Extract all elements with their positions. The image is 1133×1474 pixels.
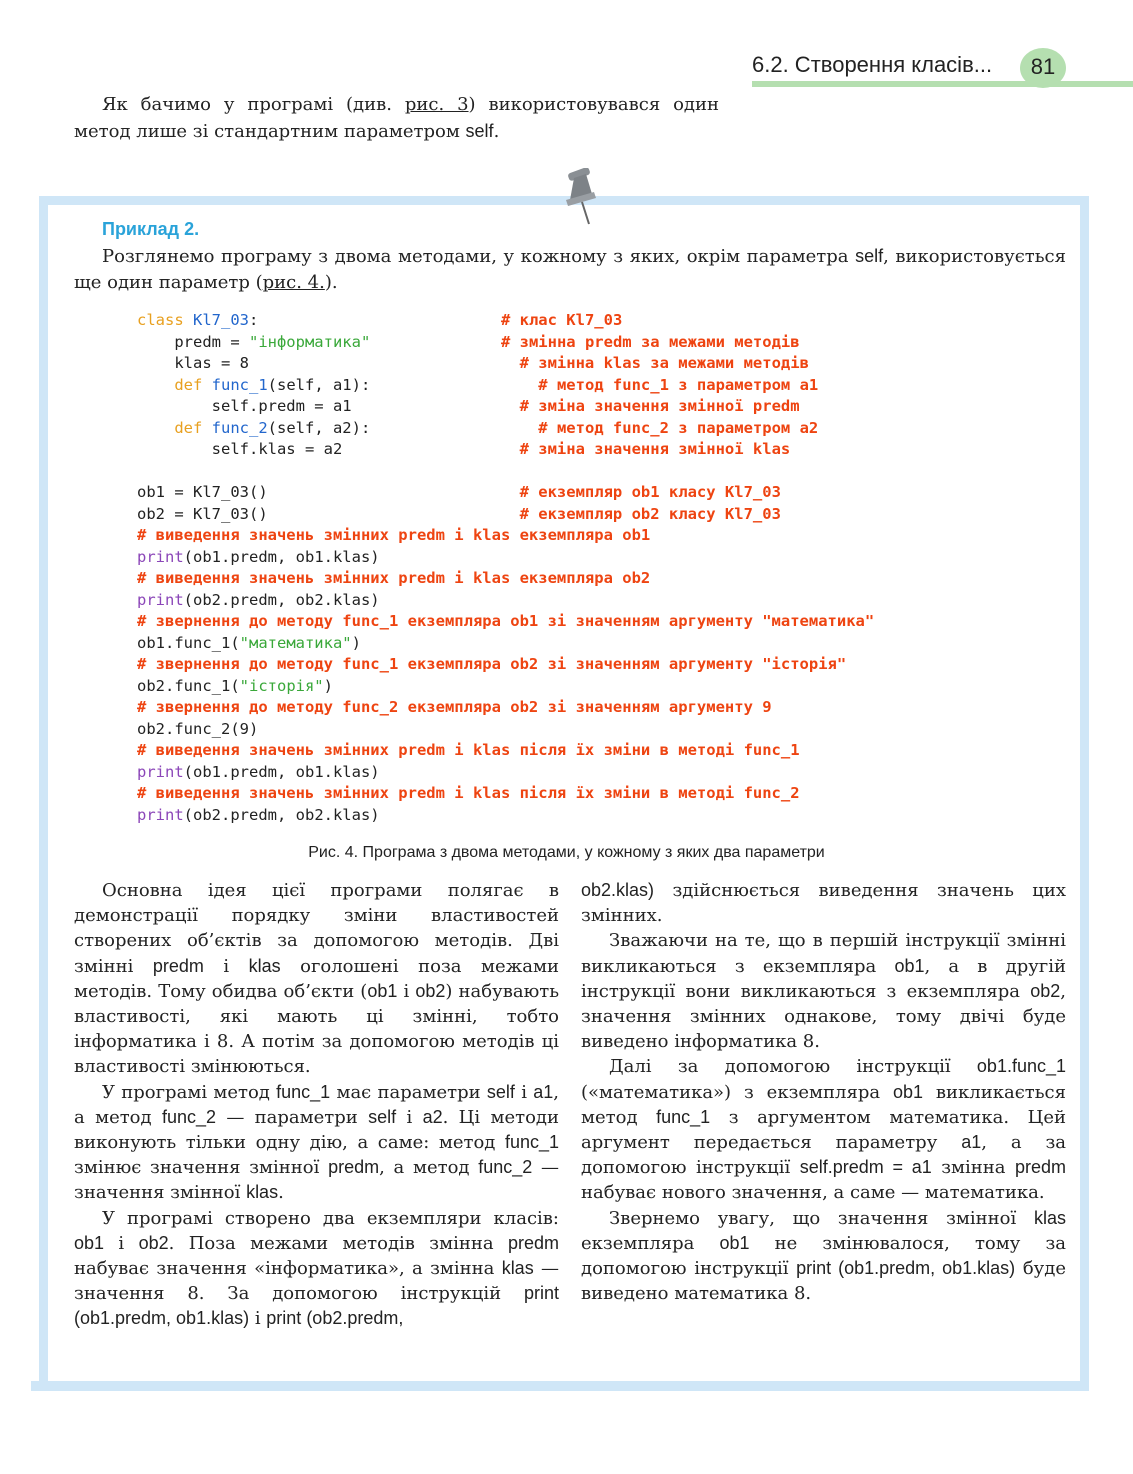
text-run: і [396,1106,423,1128]
code-line [137,310,1067,332]
code-line [137,504,1067,526]
text-run: self [368,1106,397,1127]
text-run: оголошені поза межами методів. Тому обидва об’єкти ( [74,955,559,1002]
text-run: ob1 [367,980,398,1001]
code-token: ob1.func_1( [137,633,240,652]
text-run: . [493,121,500,142]
code-token: # зміна значення змінної klas [519,440,791,458]
text-run: і [203,955,249,977]
left-column [74,878,559,1332]
code-token: (ob1.predm, ob1.klas) [183,762,380,781]
code-line [137,547,1067,569]
text-run: , значення змінних однакове, тому двічі буде виведено інформатика 8. [581,980,1066,1053]
text-run: Як бачимо у програмі (див. [102,94,405,115]
code-line [137,805,1067,827]
code-token: func_2 [211,418,268,437]
text-run: — значення 8. За допомогою інструкцій [74,1258,559,1305]
code-token: (ob1.predm, ob1.klas) [183,547,380,566]
code-token: "математика" [239,633,352,652]
text-run: klas [501,1258,534,1279]
text-run: . Поза межами методів змінна [168,1232,508,1254]
header-rule [752,81,1133,87]
code-token: class [137,311,193,329]
code-token: ) [351,633,361,652]
code-line [137,375,1067,397]
body-paragraph [74,1080,559,1206]
text-run: Розглянемо програму з двома методами, у кожному з яких, окрім параметра [102,246,856,267]
code-token: ob1 = Kl7_03() [137,483,520,501]
code-line [137,783,1067,805]
code-line [137,418,1067,440]
text-run: self [855,246,884,266]
text-run: екземпляра [581,1232,720,1254]
text-run: func_1 [276,1081,331,1102]
page-number: 81 [1020,48,1066,88]
code-token: klas = 8 [137,354,520,372]
code-token: ob2 = Kl7_03() [137,504,520,523]
example-title: Приклад 2. [102,219,200,239]
text-run: a1 [961,1132,982,1153]
text-run: ob1 [719,1232,750,1253]
text-run: func_2 [478,1157,533,1178]
text-run: func_1 [504,1132,559,1153]
code-token: # звернення до методу func_2 екземпляра ob2 зі значенням аргументу 9 [137,698,772,716]
code-line [137,654,1067,676]
text-run: , використовується ще один параметр ( [74,246,1066,293]
code-line [137,353,1067,375]
right-column [581,878,1066,1306]
text-run: predm [1014,1157,1066,1178]
code-token: # зміна значення змінної predm [519,397,800,415]
code-token: print [137,590,184,609]
text-run: , а метод [74,1081,559,1128]
code-token: # звернення до методу func_1 екземпляра ob1 зі значенням аргументу "математика" [137,612,875,630]
code-token: # змінна klas за межами методів [519,354,809,372]
text-run: self.predm = a1 [799,1157,932,1178]
text-run: , а в другій інструкції вони викликаються з екземпляра [581,955,1066,1002]
code-line [137,590,1067,612]
text-run: має параметри [330,1081,487,1103]
text-run: змінює значення змінної [74,1157,329,1179]
intro-paragraph [74,92,719,145]
text-run: набуває нового значення, а саме — математика. [581,1182,1045,1204]
code-token: # клас Kl7_03 [500,311,623,329]
code-token: Kl7_03 [193,311,249,329]
code-token: # метод func_2 з параметром a2 [538,418,819,437]
text-run: Далі за допомогою інструкції [609,1056,977,1078]
text-run: Звернемо увагу, що значення змінної [609,1207,1034,1229]
code-token: (self, a1): [267,375,539,394]
page-header [752,48,1133,88]
figure-reference: рис. 4. [262,272,325,293]
text-run: predm [328,1157,380,1178]
text-run: ob1 [892,1081,924,1102]
code-line [137,697,1067,719]
code-token: # виведення значень змінних predm і klas після їх зміни в методі func_1 [137,741,800,759]
section-title: 6.2. Створення класів... [752,52,993,77]
text-run: . Ці методи виконують тільки одну дію, а саме: метод [74,1106,560,1154]
text-run: викликається метод [581,1081,1066,1128]
code-token: ob2.func_1( [137,676,240,695]
text-run: У програмі метод [102,1081,277,1103]
text-run: і [249,1308,267,1330]
text-run: ob2.klas) [581,880,655,900]
code-token: def [174,375,212,394]
text-run: a2 [422,1106,443,1127]
code-token [137,419,174,437]
text-run: func_1 [656,1106,711,1127]
code-line [137,332,1067,354]
text-run: ). [324,272,338,293]
text-run: не змінювалося, тому за допомогою інструкції [581,1232,1066,1280]
code-token: ) [323,676,333,695]
code-token [370,333,501,351]
body-paragraph [581,1054,1066,1205]
code-line [137,482,1067,504]
text-run: і [104,1232,139,1254]
code-listing [137,310,1067,826]
text-run: Основна ідея цієї програми полягає в демонстрації порядку зміни властивостей створених об’єктів за допомогою методів. Дві змінні [74,880,559,977]
code-token: self.predm = a1 [137,397,520,415]
code-line [137,740,1067,762]
code-line [137,676,1067,698]
text-run: klas [248,955,281,976]
text-run: з аргументом математика. Цей аргумент передається параметру [581,1106,1066,1154]
text-run: klas [246,1182,279,1203]
code-line [137,525,1067,547]
code-token: "інформатика" [248,332,371,351]
text-run: print (ob1.predm, ob1.klas) [74,1283,559,1329]
text-run: self [486,1081,515,1102]
code-line [137,633,1067,655]
text-run: self [465,121,494,141]
code-token: # метод func_1 з параметром a1 [538,375,819,394]
text-run: ) використовувався один метод лише зі стандартним параметром [74,94,720,142]
text-run: predm [507,1232,559,1253]
code-token: ob2.func_2(9) [137,719,259,738]
body-paragraph [581,928,1066,1054]
code-token: print [137,547,184,566]
text-run: змінна [931,1157,1015,1179]
code-line [137,439,1067,461]
pushpin-icon [562,168,602,226]
code-line [137,762,1067,784]
code-line [137,396,1067,418]
code-token: # виведення значень змінних predm і klas екземпляра ob1 [137,526,651,544]
text-run: , а за допомогою інструкції [581,1132,1067,1179]
text-run: здійснюється виведення значень цих змінних. [581,880,1066,927]
code-token: (ob2.predm, ob2.klas) [183,590,380,609]
example-text [74,243,1066,296]
code-token: self.klas = a2 [137,440,520,458]
text-run: func_2 [161,1106,216,1127]
figure-caption: Рис. 4. Програма з двома методами, у кожному з яких два параметри [308,844,825,861]
text-run: — значення змінної [74,1157,559,1204]
code-token: def [174,418,212,437]
code-token [137,376,174,394]
figure-reference: рис. 3 [404,94,469,115]
text-run: ob1.func_1 [976,1056,1066,1077]
text-run: («математика») з екземпляра [581,1081,893,1103]
code-token: # екземпляр ob2 класу Kl7_03 [519,504,781,523]
code-token: print [137,805,184,824]
code-token: (ob2.predm, ob2.klas) [183,805,380,824]
code-token: # звернення до методу func_1 екземпляра ob2 зі значенням аргументу "історія" [137,655,847,673]
code-token: func_1 [211,375,268,394]
code-token: # екземпляр ob1 класу Kl7_03 [519,483,781,501]
code-token: # виведення значень змінних predm і klas екземпляра ob2 [137,569,651,587]
text-run: print (ob1.predm, ob1.klas) [796,1258,1016,1279]
body-paragraph [74,1206,559,1332]
frame-border-bottom [31,1381,1081,1391]
body-paragraph [581,1206,1066,1307]
text-run: У програмі створено два екземпляри класів: [102,1207,559,1229]
text-run: ob2 [415,980,446,1001]
code-token: : [249,311,501,329]
body-paragraph [74,878,559,1080]
code-line [137,461,1067,483]
code-token: # виведення значень змінних predm і klas після їх зміни в методі func_2 [137,784,800,802]
text-run: набуває значення «інформатика», а змінна [74,1258,502,1280]
text-run: — параметри [216,1106,369,1128]
body-paragraph [581,878,1066,928]
text-run: Зважаючи на те, що в першій інструкції змінні викликаються з екземпляра [581,930,1066,977]
text-run: ob1 [74,1232,105,1253]
code-token: predm = [137,332,249,351]
text-run: , а метод [379,1157,479,1179]
frame-border-right [1080,196,1089,1391]
code-line [137,611,1067,633]
code-token: "історія" [239,676,324,695]
text-run: ob2 [1030,980,1061,1001]
text-run: і [397,980,416,1002]
text-run: a1 [533,1081,554,1102]
frame-border-left [39,196,48,1391]
text-run: print (ob2.predm, [266,1308,404,1329]
code-token: print [137,762,184,781]
text-run: predm [152,955,204,976]
code-token: (self, a2): [267,418,539,437]
text-run: . [278,1182,284,1204]
text-run: ) набувають властивості, які мають ці змінні, тобто інформатика і 8. А потім за допомогою методів ці властивості змінюються. [74,980,560,1078]
code-line [137,719,1067,741]
text-run: буде виведено математика 8. [581,1258,1067,1305]
text-run: klas [1033,1207,1066,1228]
code-token: # змінна predm за межами методів [500,332,800,351]
text-run: ob2 [138,1232,169,1253]
text-run: і [514,1081,534,1103]
code-line [137,568,1067,590]
text-run: ob1 [894,955,925,976]
